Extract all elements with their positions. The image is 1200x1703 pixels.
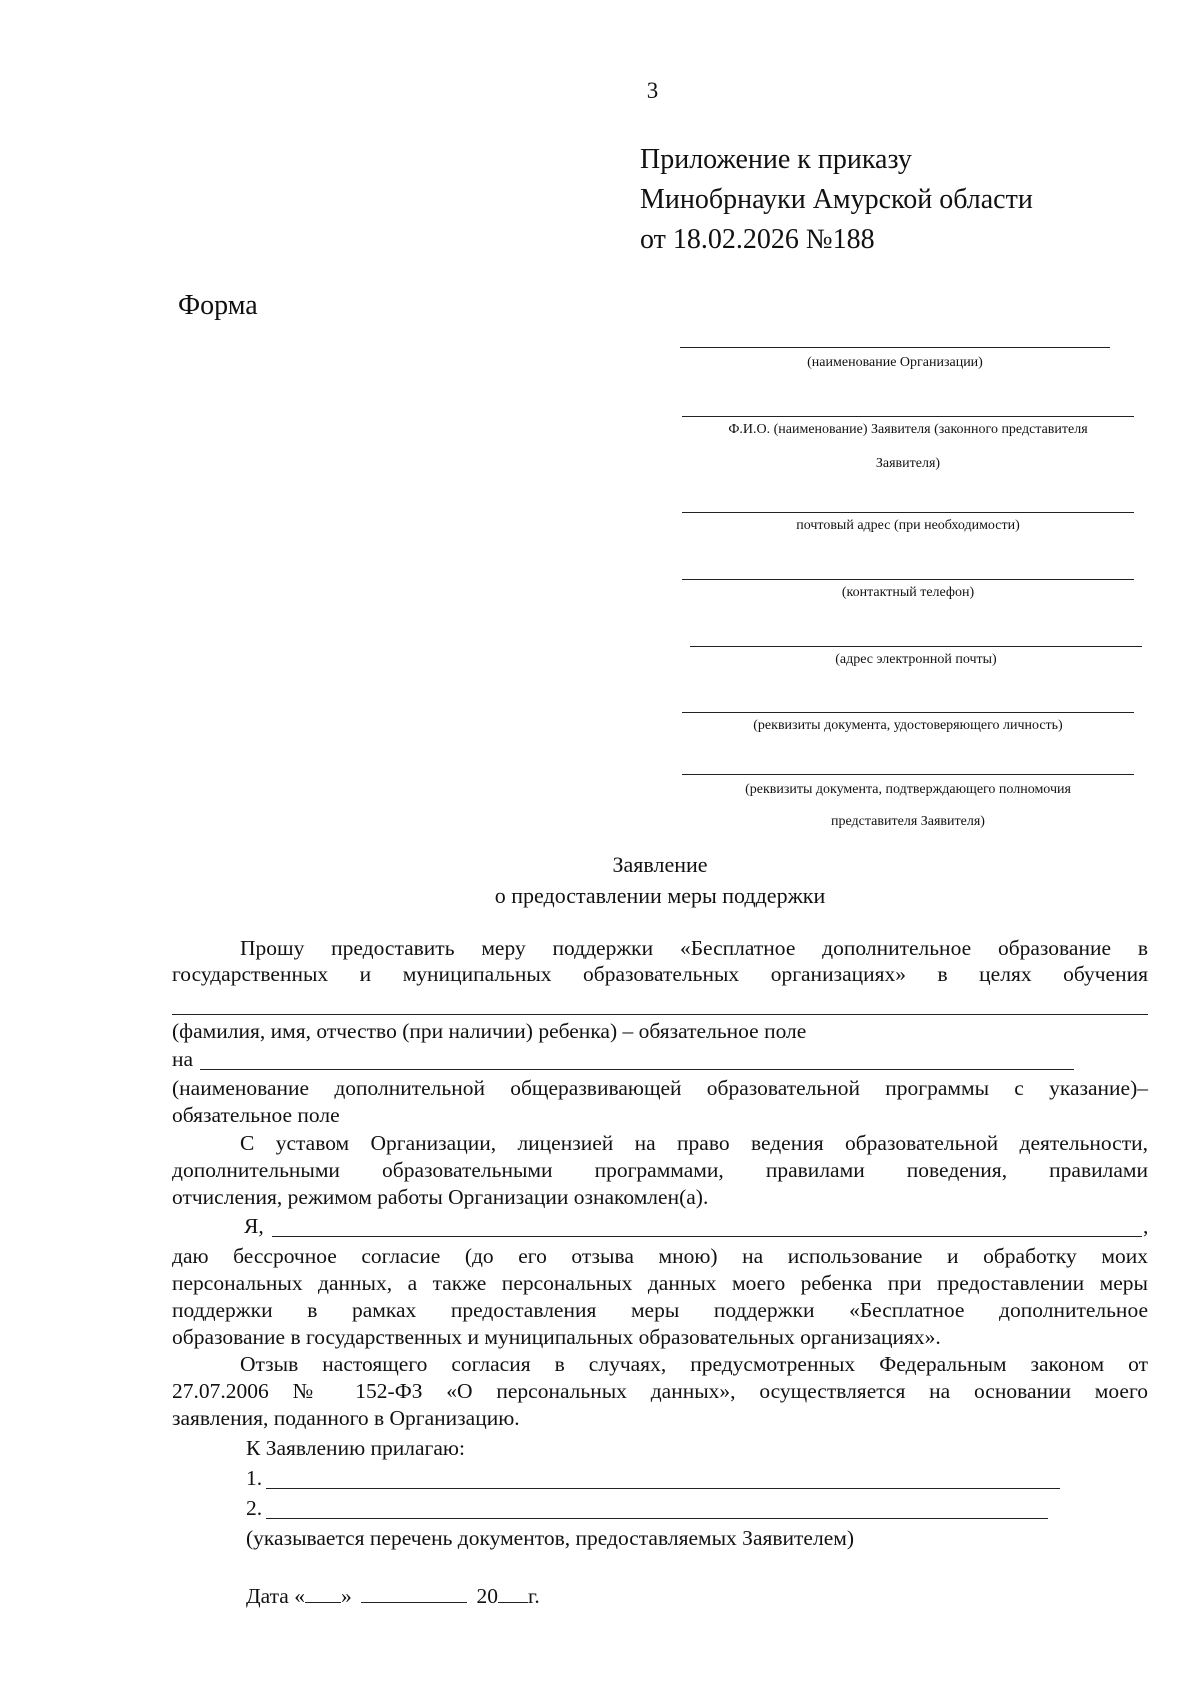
date-year-suffix: г. [527, 1584, 540, 1608]
program-prefix: на [172, 1047, 194, 1071]
consent-line-2: персональных данных, а также персональных данных моего ребенка при предоставлении меры [172, 1271, 1148, 1295]
program-caption-line-1: (наименование дополнительной общеразвивающей образовательной программы с указание)– [172, 1076, 1148, 1100]
date-label: Дата « [246, 1584, 305, 1608]
acquainted-line-3: отчисления, режимом работы Организации ознакомлен(а). [172, 1185, 709, 1209]
revoke-line-2: 27.07.2006 № 152-ФЗ «О персональных данных», осуществляется на основании моего [172, 1379, 1148, 1403]
date-month-field[interactable] [361, 1582, 467, 1603]
appendix-line-1: Приложение к приказу [640, 144, 912, 175]
acquainted-line-1: С уставом Организации, лицензией на право ведения образовательной деятельности, [240, 1131, 1148, 1155]
consent-prefix: Я, [244, 1214, 264, 1238]
page-number: 3 [646, 78, 659, 103]
revoke-line-3: заявления, поданного в Организацию. [172, 1406, 520, 1430]
consent-suffix: , [1143, 1214, 1149, 1238]
revoke-line-1: Отзыв настоящего согласия в случаях, предусмотренных Федеральным законом от [240, 1352, 1148, 1376]
applicant-name-caption: Ф.И.О. (наименование) Заявителя (законного представителя [728, 422, 1088, 437]
date-year-prefix: 20 [476, 1584, 498, 1608]
postal-address-caption: почтовый адрес (при необходимости) [796, 518, 1020, 533]
date-row [246, 1582, 540, 1610]
date-close-quote: » [340, 1584, 352, 1608]
attachment-item-1-field[interactable] [266, 1488, 1060, 1489]
program-name-field[interactable] [200, 1069, 1074, 1070]
appendix-line-3: от 18.02.2026 №188 [640, 224, 875, 255]
attachment-item-2-field[interactable] [266, 1518, 1048, 1519]
appendix-line-2: Минобрнауки Амурской области [640, 184, 1033, 215]
organization-name-caption: (наименование Организации) [807, 355, 983, 370]
authority-document-caption-2: представителя Заявителя) [831, 814, 985, 829]
date-year-field[interactable] [498, 1582, 528, 1603]
attachment-item-2-number: 2. [246, 1496, 263, 1520]
applicant-name-caption-2: Заявителя) [875, 456, 941, 471]
child-name-caption: (фамилия, имя, отчество (при наличии) ребенка) – обязательное поле [172, 1019, 807, 1043]
request-line-2: государственных и муниципальных образовательных организациях» в целях обучения [172, 962, 1148, 986]
date-day-field[interactable] [305, 1582, 341, 1603]
attachments-caption: (указывается перечень документов, предоставляемых Заявителем) [246, 1526, 855, 1550]
consent-line-1: даю бессрочное согласие (до его отзыва мною) на использование и обработку моих [172, 1244, 1148, 1268]
email-caption: (адрес электронной почты) [835, 652, 997, 667]
form-label: Форма [178, 290, 258, 321]
consent-line-4: образование в государственных и муниципальных образовательных организациях». [172, 1325, 941, 1349]
attachment-item-1-number: 1. [246, 1466, 263, 1490]
program-caption-line-2: обязательное поле [172, 1103, 340, 1127]
attachments-label: К Заявлению прилагаю: [246, 1436, 465, 1460]
document-subtitle: о предоставлении меры поддержки [494, 883, 826, 908]
consenter-name-field[interactable] [272, 1236, 1142, 1237]
document-title: Заявление [612, 852, 708, 877]
acquainted-line-2: дополнительными образовательными программами, правилами поведения, правилами [172, 1158, 1148, 1182]
child-name-field[interactable] [172, 1014, 1148, 1015]
authority-document-caption: (реквизиты документа, подтверждающего полномочия [745, 782, 1071, 797]
contact-phone-caption: (контактный телефон) [841, 585, 975, 600]
request-line-1: Прошу предоставить меру поддержки «Бесплатное дополнительное образование в [240, 936, 1148, 960]
consent-line-3: поддержки в рамках предоставления меры поддержки «Бесплатное дополнительное [172, 1298, 1148, 1322]
identity-document-caption: (реквизиты документа, удостоверяющего личность) [753, 718, 1063, 733]
appendix-header [640, 140, 1033, 260]
